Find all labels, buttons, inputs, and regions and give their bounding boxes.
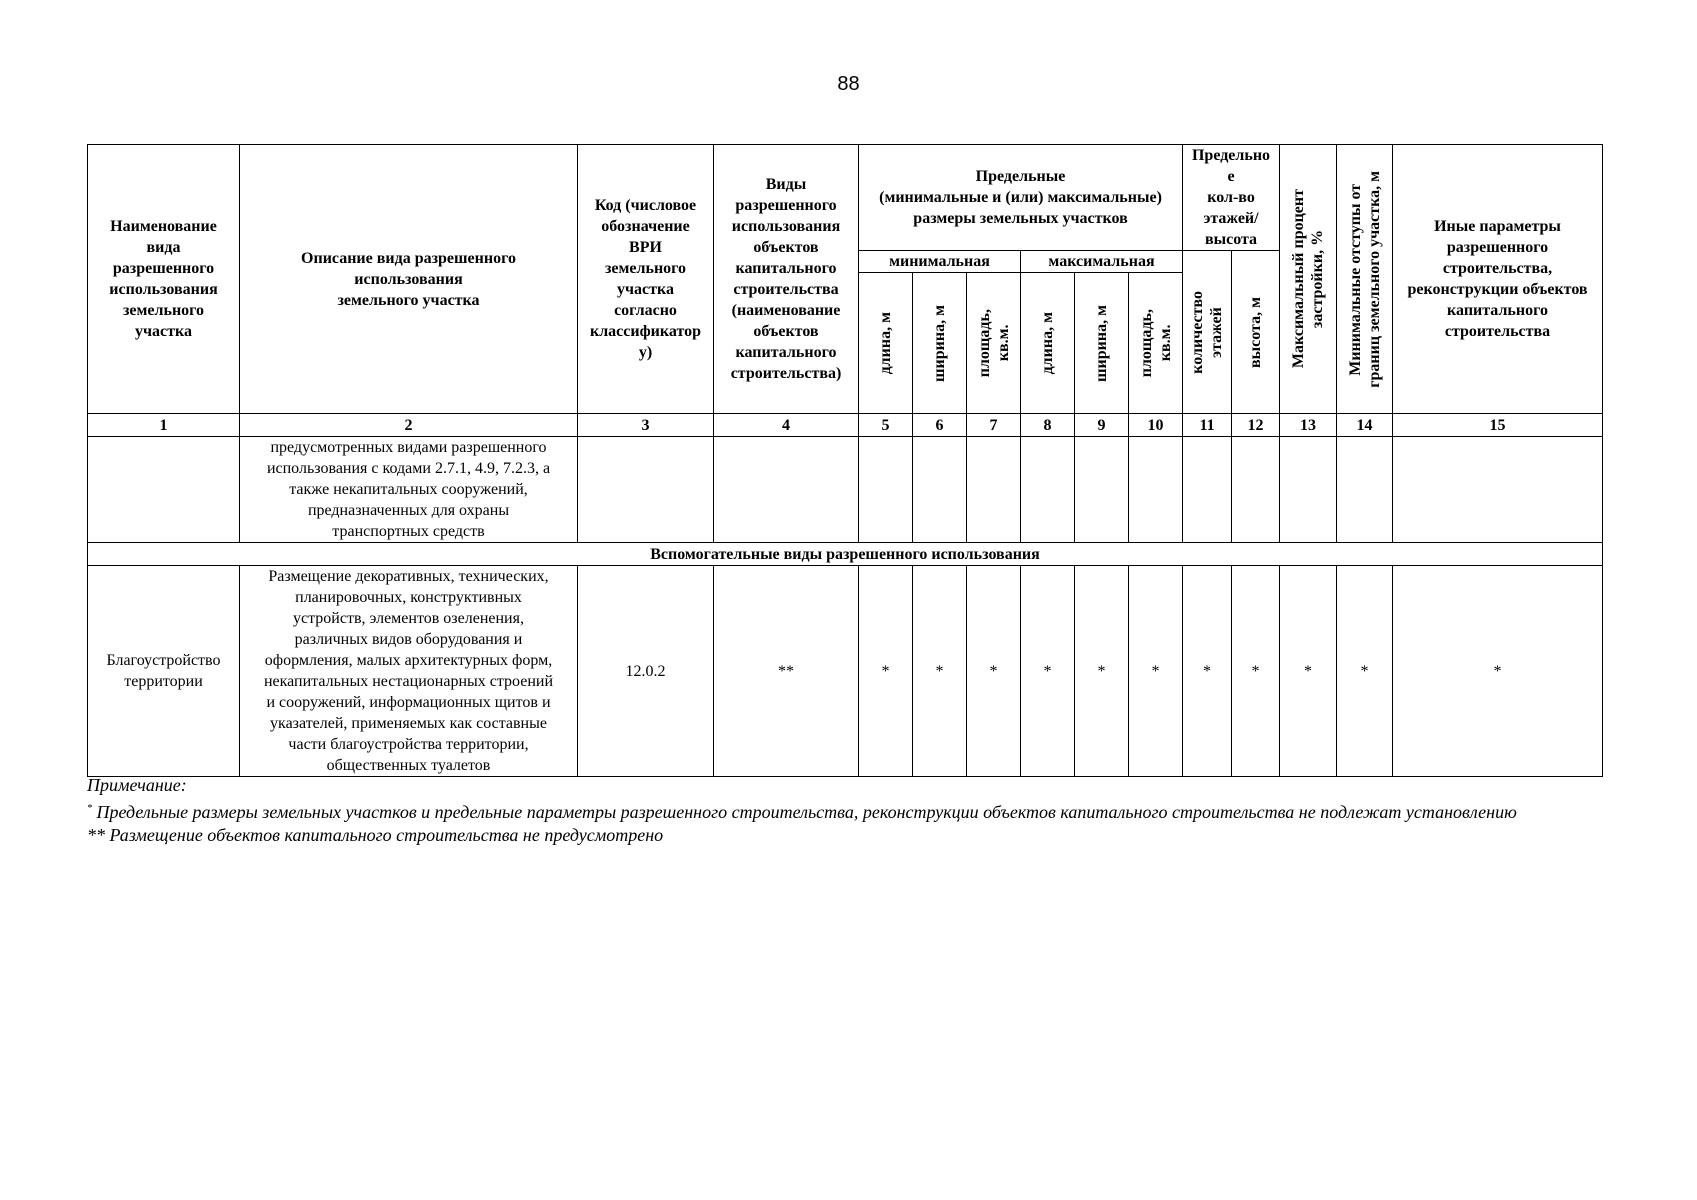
col-number: 3 [578,414,714,437]
col-number: 12 [1232,414,1280,437]
col-number: 13 [1280,414,1337,437]
empty-cell [1337,437,1393,543]
continuation-description: предусмотренных видами разрешенного использования с кодами 2.7.1, 4.9, 7.2.3, а также некапитальных сооружений, предназначенных для охраны транспортных средств [240,437,578,543]
row-value: * [1337,566,1393,777]
table-row [88,566,1603,777]
column-numbers-row [88,414,1603,437]
empty-cell [578,437,714,543]
header-plot-sizes: Предельные (минимальные и (или) максимальные) размеры земельных участков [859,145,1183,251]
col-number: 15 [1393,414,1603,437]
header-max-area [1129,273,1183,414]
col-number: 9 [1075,414,1129,437]
header-max-area-label: площадь, кв.м. [1137,308,1174,378]
row-value: * [967,566,1021,777]
header-description: Описание вида разрешенного использования земельного участка [240,145,578,414]
row-name: Благоустройство территории [88,566,240,777]
land-use-table [87,144,1603,777]
header-max-percent-label: Максимальный процент застройки, % [1290,189,1327,369]
col-number: 11 [1183,414,1232,437]
notes-title: Примечание: [87,775,187,795]
header-height [1232,251,1280,414]
page-number: 88 [837,73,860,95]
header-min-length [859,273,913,414]
header-max-length [1021,273,1075,414]
empty-cell [88,437,240,543]
header-min-width-label: ширина, м [931,304,948,382]
header-floors-count [1183,251,1232,414]
col-number: 8 [1021,414,1075,437]
empty-cell [1129,437,1183,543]
header-other-params: Иные параметры разрешенного строительства, реконструкции объектов капитального строительства [1393,145,1603,414]
empty-cell [1232,437,1280,543]
col-number: 14 [1337,414,1393,437]
header-min-width [913,273,967,414]
row-code: 12.0.2 [578,566,714,777]
col-number: 6 [913,414,967,437]
header-min-length-label: длина, м [877,311,894,375]
header-floors-count-label: количество этажей [1189,290,1226,374]
empty-cell [1021,437,1075,543]
header-name: Наименование вида разрешенного использования земельного участка [88,145,240,414]
section-row [88,543,1603,566]
row-value: * [1129,566,1183,777]
row-description: Размещение декоративных, технических, планировочных, конструктивных устройств, элементов озеленения, различных видов оборудования и оформления, малых архитектурных форм, некапитальных нестационарных строений и сооружений, информационных щитов и указателей, применяемых как составные части благоустройства территории, общественных туалетов [240,566,578,777]
header-min: минимальная [859,251,1021,273]
col-number: 7 [967,414,1021,437]
empty-cell [913,437,967,543]
header-max-percent [1280,145,1337,414]
empty-cell [859,437,913,543]
row-value: * [859,566,913,777]
header-max-length-label: длина, м [1039,311,1056,375]
header-min-area [967,273,1021,414]
col-number: 1 [88,414,240,437]
row-value: * [1021,566,1075,777]
col-number: 10 [1129,414,1183,437]
empty-cell [1075,437,1129,543]
row-value: * [913,566,967,777]
header-min-area-label: площадь, кв.м. [975,308,1012,378]
header-max: максимальная [1021,251,1183,273]
row-value: * [1183,566,1232,777]
empty-cell [967,437,1021,543]
row-value: * [1393,566,1603,777]
row-value: * [1075,566,1129,777]
header-code: Код (числовое обозначение ВРИ земельного участка согласно классификатор у) [578,145,714,414]
empty-cell [1280,437,1337,543]
col-number: 2 [240,414,578,437]
section-title: Вспомогательные виды разрешенного использования [88,543,1603,566]
col-number: 4 [714,414,859,437]
note-1 [87,797,1617,824]
notes [87,774,1617,847]
header-max-width-label: ширина, м [1093,304,1110,382]
continuation-row [88,437,1603,543]
row-value: * [1232,566,1280,777]
header-capital-types: Виды разрешенного использования объектов капитального строительства (наименование объектов капитального строительства) [714,145,859,414]
header-min-setbacks-label: Минимальные отступы от границ земельного участка, м [1346,170,1383,388]
col-number: 5 [859,414,913,437]
empty-cell [1183,437,1232,543]
header-min-setbacks [1337,145,1393,414]
header-floors-height: Предельно е кол-во этажей/ высота [1183,145,1280,251]
note-1-mark: * [87,803,92,814]
empty-cell [714,437,859,543]
row-value: * [1280,566,1337,777]
header-height-label: высота, м [1247,296,1265,368]
note-2: ** Размещение объектов капитального строительства не предусмотрено [87,825,664,845]
row-types: ** [714,566,859,777]
header-max-width [1075,273,1129,414]
empty-cell [1393,437,1603,543]
note-1-text: Предельные размеры земельных участков и предельные параметры разрешенного строительства, реконструкции объектов капитального строительства не подлежат установлению [92,802,1517,822]
